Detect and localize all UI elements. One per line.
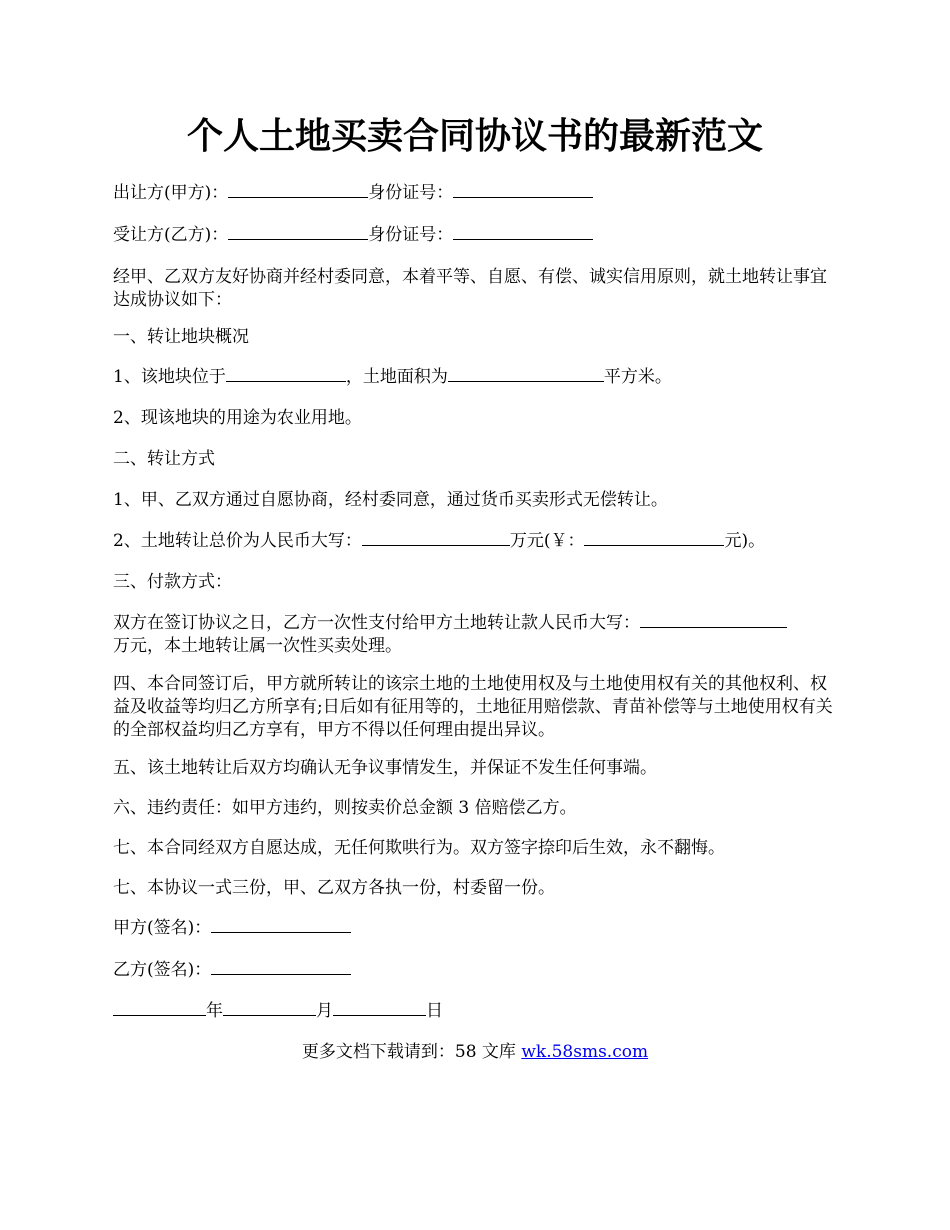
footer-text: 更多文档下载请到：58 文库	[301, 1042, 522, 1062]
price-unit-end: 元)。	[724, 531, 766, 551]
area-label: ，土地面积为	[345, 367, 448, 387]
month-blank	[223, 1014, 316, 1016]
section-4-paragraph: 四、本合同签订后，甲方就所转让的该宗土地的土地使用权及与土地使用权有关的其他权利、权益及收益等均归乙方所享有;日后如有征用等的，土地征用赔偿款、青苗补偿等与土地使用权有关的全部权益均归乙方享有，甲方不得以任何理由提出异议。	[113, 674, 833, 740]
intro-paragraph: 经甲、乙双方友好协商并经村委同意，本着平等、自愿、有偿、诚实信用原则，就土地转让事宜达成协议如下：	[113, 267, 827, 310]
section-3-heading: 三、付款方式：	[113, 572, 232, 592]
party-a-line	[113, 182, 841, 205]
day-blank	[333, 1014, 426, 1016]
footer	[0, 1041, 950, 1064]
section-3-line-1	[113, 612, 841, 635]
area-blank	[448, 380, 604, 382]
location-blank	[226, 380, 346, 382]
signature-a-blank	[211, 931, 351, 933]
day-label: 日	[426, 1001, 443, 1021]
price-words-blank	[362, 544, 510, 546]
section-2-heading: 二、转让方式	[113, 449, 215, 469]
party-b-label: 受让方(乙方)：	[113, 225, 229, 245]
location-label: 1、该地块位于	[113, 367, 226, 387]
section-1-heading: 一、转让地块概况	[113, 327, 249, 347]
price-unit-label: 万元(￥：	[509, 531, 585, 551]
section-1-item-2: 2、现该地块的用途为农业用地。	[113, 408, 362, 428]
signature-b-line	[113, 959, 841, 982]
section-3-line-2: 万元，本土地转让属一次性买卖处理。	[113, 636, 402, 656]
payment-blank	[640, 626, 787, 628]
party-a-name-blank	[228, 196, 368, 198]
section-5-paragraph: 五、该土地转让后双方均确认无争议事情发生，并保证不发生任何事端。	[113, 758, 657, 778]
month-label: 月	[316, 1001, 333, 1021]
section-2-item-2	[113, 530, 841, 553]
party-a-id-blank	[453, 196, 593, 198]
section-7a-paragraph: 七、本合同经双方自愿达成，无任何欺哄行为。双方签字捺印后生效，永不翻悔。	[113, 838, 725, 858]
document-title: 个人土地买卖合同协议书的最新范文	[186, 115, 763, 157]
signature-a-line	[113, 917, 841, 940]
area-unit: 平方米。	[603, 367, 672, 387]
price-number-blank	[584, 544, 724, 546]
section-1-item-1	[113, 366, 841, 389]
party-a-id-label: 身份证号：	[368, 183, 454, 203]
date-line	[113, 1000, 841, 1023]
party-b-name-blank	[228, 238, 368, 240]
payment-label: 双方在签订协议之日，乙方一次性支付给甲方土地转让款人民币大写：	[113, 613, 640, 633]
party-b-line	[113, 224, 841, 247]
party-b-id-label: 身份证号：	[368, 225, 454, 245]
signature-b-label: 乙方(签名)：	[113, 960, 212, 980]
party-b-id-blank	[453, 238, 593, 240]
signature-b-blank	[211, 973, 351, 975]
year-label: 年	[206, 1001, 223, 1021]
signature-a-label: 甲方(签名)：	[113, 918, 212, 938]
section-7b-paragraph: 七、本协议一式三份，甲、乙双方各执一份，村委留一份。	[113, 878, 555, 898]
price-label: 2、土地转让总价为人民币大写：	[113, 531, 362, 551]
footer-link[interactable]: wk.58sms.com	[521, 1042, 649, 1062]
party-a-label: 出让方(甲方)：	[113, 183, 229, 203]
section-6-paragraph: 六、违约责任：如甲方违约，则按卖价总金额 3 倍赔偿乙方。	[113, 798, 577, 818]
year-blank	[113, 1014, 206, 1016]
section-2-item-1: 1、甲、乙双方通过自愿协商，经村委同意，通过货币买卖形式无偿转让。	[113, 490, 668, 510]
